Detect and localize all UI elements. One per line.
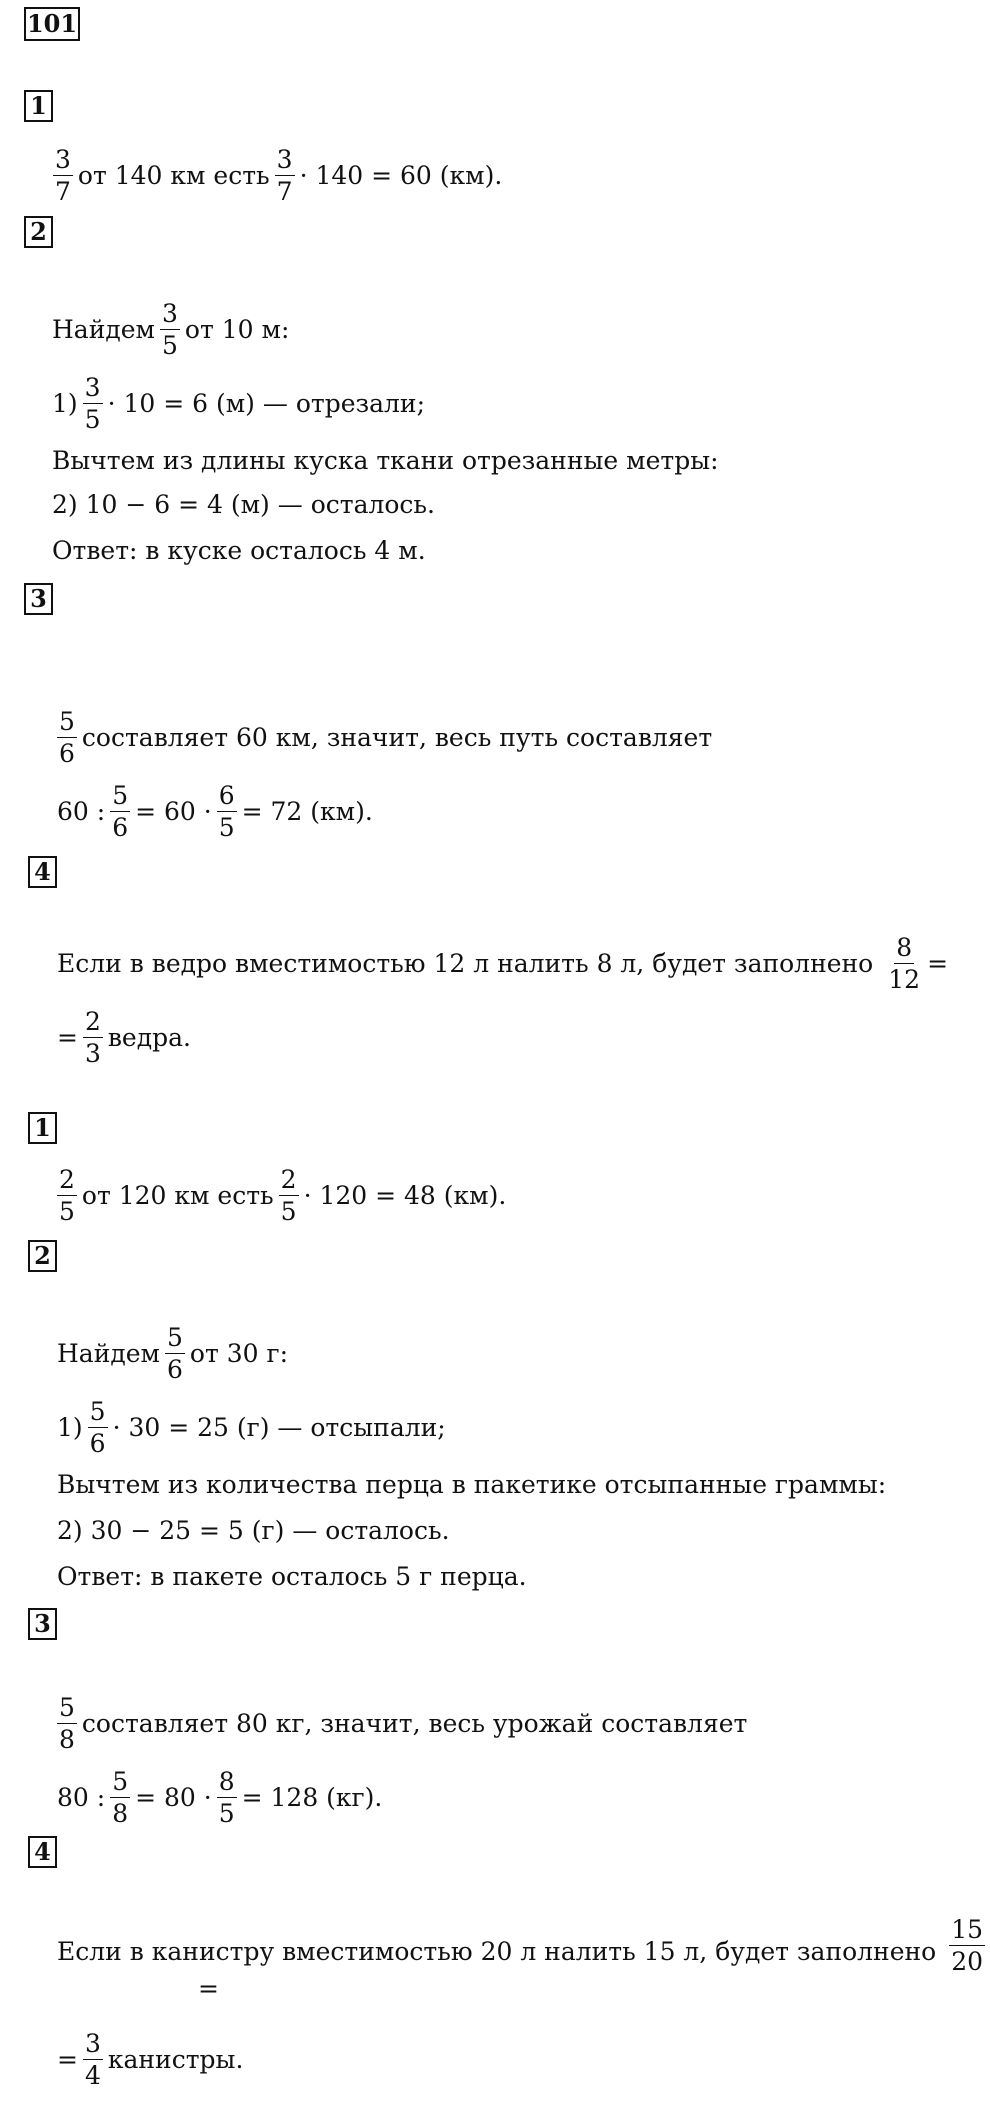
text: · 140 = 60 (км). <box>299 160 503 190</box>
task-2-line-3: Вычтем из длины куска ткани отрезанные метры: <box>52 446 719 475</box>
task-2-line-4: 2) 10 − 6 = 4 (м) — осталось. <box>52 490 435 519</box>
task-3-line-1-v2: $\frac{5}{8}$ составляет 80 кг, значит, весь урожай составляет <box>59 1692 748 1754</box>
fraction: $\frac{3}{7}$ <box>55 144 71 206</box>
fraction: $\frac{5}{6}$ <box>59 706 75 768</box>
task-2-line-4-v2: 2) 30 − 25 = 5 (г) — осталось. <box>57 1516 450 1545</box>
fraction: $\frac{2}{5}$ <box>59 1164 75 1226</box>
task-2-answer: Ответ: в куске осталось 4 м. <box>52 536 426 565</box>
fraction: $\frac{8}{5}$ <box>218 1766 235 1828</box>
task-2-answer-v2: Ответ: в пакете осталось 5 г перца. <box>57 1562 527 1591</box>
fraction: $\frac{3}{5}$ <box>84 372 101 434</box>
task-1-box-v2 <box>28 1112 57 1144</box>
exercise-number: 101 <box>26 9 78 38</box>
fraction: $\frac{3}{7}$ <box>276 144 293 206</box>
task-1-label: 1 <box>30 91 47 120</box>
task-4-line-2-v2: = $\frac{3}{4}$ канистры. <box>57 2028 244 2090</box>
task-1-solution <box>48 140 502 210</box>
task-3-label: 3 <box>30 584 47 613</box>
task-3-line-2-v2: 80 : $\frac{5}{8}$ = 80 · $\frac{8}{5}$ = 128 (кг). <box>57 1766 383 1828</box>
task-2-label: 2 <box>34 1241 51 1270</box>
fraction: $\frac{5}{6}$ <box>167 1322 183 1384</box>
task-3-line-2: 60 : $\frac{5}{6}$ = 60 · $\frac{6}{5}$ = 72 (км). <box>57 780 373 842</box>
task-2-intro-v2: Найдем $\frac{5}{6}$ от 30 г: <box>57 1322 289 1384</box>
task-4-line-2: = $\frac{2}{3}$ ведра. <box>57 1006 191 1068</box>
fraction: $\frac{5}{6}$ <box>89 1396 106 1458</box>
task-1-box <box>24 90 53 122</box>
task-3-box <box>24 583 53 615</box>
task-2-step-1-v2: 1) $\frac{5}{6}$ · 30 = 25 (г) — отсыпали; <box>57 1396 446 1458</box>
task-2-step-1: 1) $\frac{3}{5}$ · 10 = 6 (м) — отрезали; <box>52 372 426 434</box>
equals-sign: = <box>198 1974 219 2003</box>
task-1-solution-v2: $\frac{2}{5}$ от 120 км есть $\frac{2}{5}$ · 120 = 48 (км). <box>59 1164 507 1226</box>
fraction: $\frac{15}{20}$ <box>951 1914 984 1976</box>
task-3-label: 3 <box>34 1609 51 1638</box>
task-4-line-1: Если в ведро вместимостью 12 л налить 8 л, будет заполнено $\frac{8}{12}$ = <box>57 932 949 994</box>
task-4-line-1-v2: Если в канистру вместимостью 20 л налить 15 л, будет заполнено $\frac{15}{20}$ <box>57 1914 984 1976</box>
task-4-label: 4 <box>34 1837 51 1866</box>
task-2-label: 2 <box>30 217 47 246</box>
fraction: $\frac{2}{3}$ <box>84 1006 101 1068</box>
task-2-box-v2 <box>28 1240 57 1272</box>
task-4-box-v2 <box>28 1836 57 1868</box>
task-4-label: 4 <box>34 857 51 886</box>
fraction: $\frac{3}{5}$ <box>162 298 178 360</box>
task-4-box <box>28 856 57 888</box>
exercise-number-box <box>24 7 80 41</box>
task-1-label: 1 <box>34 1113 51 1142</box>
fraction: $\frac{3}{4}$ <box>84 2028 101 2090</box>
text: от 140 км есть <box>77 160 270 190</box>
fraction: $\frac{8}{12}$ <box>888 932 921 994</box>
task-2-line-3-v2: Вычтем из количества перца в пакетике отсыпанные граммы: <box>57 1470 887 1499</box>
fraction: $\frac{5}{8}$ <box>59 1692 75 1754</box>
task-2-intro: Найдем $\frac{3}{5}$ от 10 м: <box>52 298 290 360</box>
fraction: $\frac{5}{6}$ <box>112 780 129 842</box>
fraction: $\frac{2}{5}$ <box>280 1164 297 1226</box>
task-3-box-v2 <box>28 1608 57 1640</box>
task-3-line-1: $\frac{5}{6}$ составляет 60 км, значит, весь путь составляет <box>59 706 713 768</box>
fraction: $\frac{5}{8}$ <box>112 1766 129 1828</box>
task-2-box <box>24 216 53 248</box>
fraction: $\frac{6}{5}$ <box>218 780 235 842</box>
